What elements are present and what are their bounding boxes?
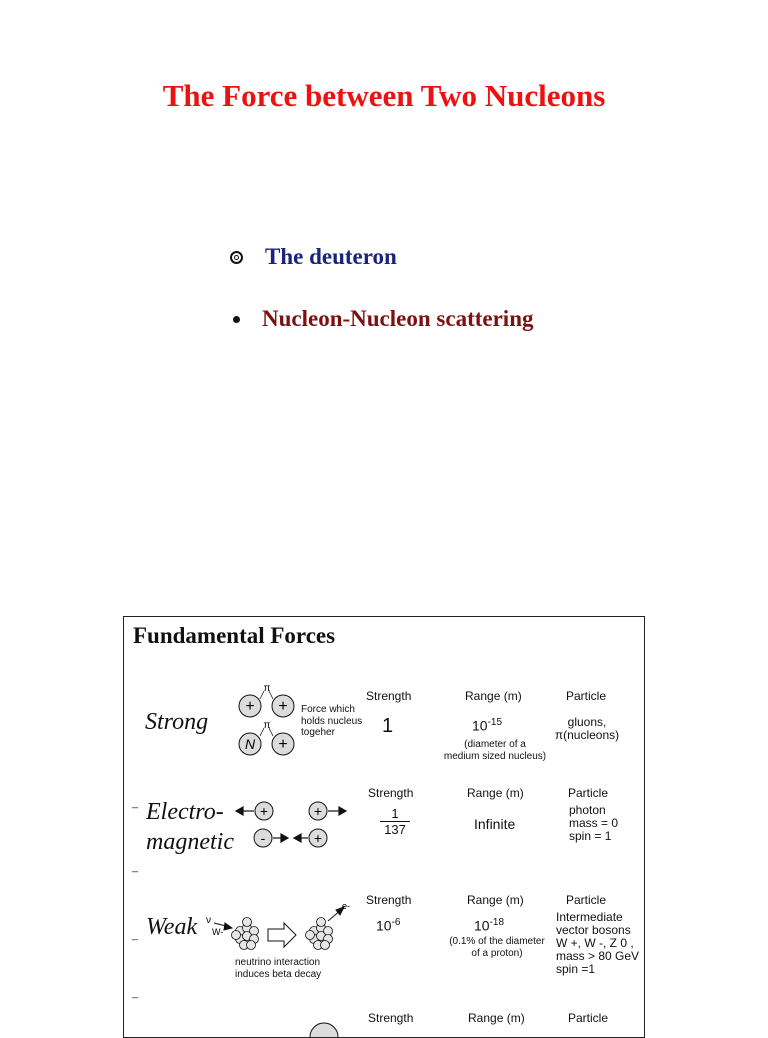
range-header: Range (m) (468, 1011, 525, 1025)
particle-header: Particle (568, 786, 609, 800)
strength-header: Strength (366, 893, 412, 907)
partial-circle-icon (304, 1019, 344, 1038)
neutrino-label: ν (206, 915, 211, 926)
particle-header: Particle (566, 689, 607, 703)
range-header: Range (m) (467, 786, 524, 800)
plus-sign: + (259, 803, 269, 819)
strength-header: Strength (366, 689, 412, 703)
bullet-text: Nucleon-Nucleon scattering (262, 306, 534, 331)
panel-title: Fundamental Forces (133, 623, 336, 648)
range-header: Range (m) (465, 689, 522, 703)
strong-strength: 1 (382, 715, 394, 737)
page-title: The Force between Two Nucleons (162, 78, 606, 113)
electron-label: e- (342, 901, 351, 911)
pion-label: π (263, 720, 271, 731)
beta-decay-diagram (204, 901, 364, 957)
nucleus-cluster (306, 918, 333, 950)
plus-sign: + (245, 698, 255, 715)
fraction-numerator: 1 (391, 806, 399, 821)
minus-sign: - (260, 830, 266, 846)
nucleus-diagram (236, 681, 306, 761)
force-name-strong: Strong (145, 709, 209, 735)
strong-range: $10^{-15}$ (472, 717, 503, 734)
fundamental-forces-panel (123, 616, 645, 1038)
weak-range-note: (0.1% of the diameter of a proton) (449, 936, 545, 959)
strong-range-note: (diameter of a medium sized nucleus) (443, 739, 547, 762)
charge-diagram (234, 797, 354, 853)
particle-header: Particle (568, 1011, 609, 1025)
weak-range: $10^{-18}$ (474, 917, 505, 934)
dash-marker: _ (132, 797, 139, 809)
em-strength-fraction (380, 806, 410, 837)
particle-header: Particle (566, 893, 607, 907)
dash-marker: _ (132, 929, 139, 941)
em-particle: photon mass = 0 spin = 1 (569, 803, 619, 843)
force-name-weak: Weak (146, 914, 198, 940)
bullet-item-deuteron (230, 244, 397, 270)
nucleus-cluster (232, 918, 259, 950)
bullet-text: The deuteron (265, 244, 397, 269)
bullet-item-scattering (230, 306, 534, 332)
pion-label: π (263, 683, 271, 694)
weak-strength: $10^{-6}$ (376, 917, 401, 934)
fraction-denominator: 137 (380, 821, 410, 837)
arrow-icon (268, 923, 296, 947)
strength-header: Strength (368, 1011, 414, 1025)
w-boson-label: W- (212, 927, 224, 937)
weak-force-note: neutrino interaction induces beta decay (235, 957, 322, 980)
target-bullet-icon (230, 251, 243, 264)
strong-force-note: Force which holds nucleus togeher (301, 704, 363, 738)
plus-sign: + (313, 803, 323, 819)
strength-header: Strength (368, 786, 414, 800)
plus-sign: + (313, 830, 323, 846)
force-name-electromagnetic: Electro- magnetic (146, 799, 234, 855)
neutron-label: N (244, 736, 256, 752)
dot-bullet-icon (233, 316, 240, 323)
dash-marker: _ (132, 861, 139, 873)
plus-sign: + (278, 698, 288, 715)
weak-particle: Intermediate vector bosons W +, W -, Z 0 , mass > 80 GeV spin =1 (556, 910, 640, 976)
plus-sign: + (278, 736, 288, 753)
em-range: Infinite (474, 816, 516, 832)
range-header: Range (m) (467, 893, 524, 907)
dash-marker: _ (132, 987, 139, 999)
strong-particle: gluons, π(nucleons) (554, 715, 620, 742)
